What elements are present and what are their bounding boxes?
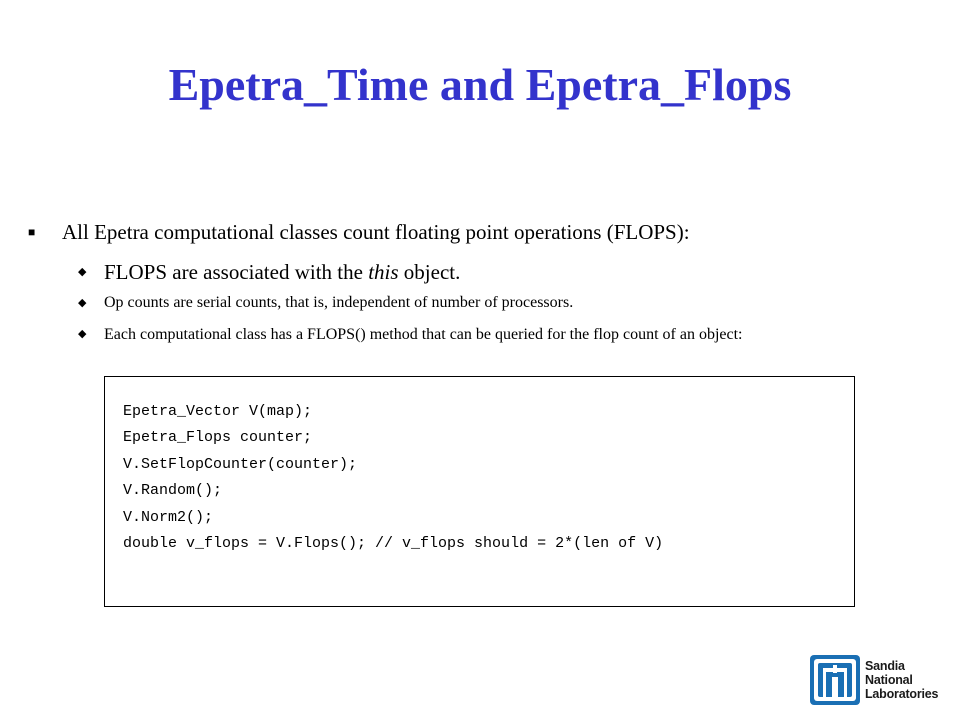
sandia-thunderbird-icon <box>810 655 860 705</box>
logo-line: Sandia <box>865 659 905 673</box>
bullet-sub-flops-associated <box>78 258 898 286</box>
bullet-sub-text: Op counts are serial counts, that is, independent of number of processors. <box>104 294 574 311</box>
code-line: Epetra_Flops counter; <box>123 429 313 447</box>
bullet-sub-text-start: FLOPS are associated with the <box>104 260 369 284</box>
bullet-sub-text: Each computational class has a FLOPS() method that can be queried for the flop count of an object: <box>104 326 743 343</box>
code-example-box <box>104 376 855 607</box>
bullet-main <box>28 218 928 246</box>
sandia-logo-text <box>865 659 938 701</box>
slide-title: Epetra_Time and Epetra_Flops <box>168 59 792 110</box>
code-line: V.SetFlopCounter(counter); <box>123 455 358 473</box>
logo-line: Laboratories <box>865 687 939 701</box>
bullet-main-text: All Epetra computational classes count floating point operations (FLOPS): <box>62 220 690 244</box>
diamond-bullet-icon: ◆ <box>78 266 87 278</box>
code-line: V.Random(); <box>123 482 223 500</box>
bullet-sub-op-counts <box>78 292 898 314</box>
bullet-sub-text-italic: this <box>368 260 399 284</box>
bullet-sub-flops-method <box>78 324 898 345</box>
code-line: V.Norm2(); <box>123 508 214 526</box>
diamond-bullet-icon: ◆ <box>78 297 87 309</box>
sandia-logo <box>810 655 938 705</box>
bullet-sub-text <box>104 258 460 286</box>
code-line: double v_flops = V.Flops(); // v_flops should = 2*(len of V) <box>123 535 664 553</box>
square-bullet-icon: ■ <box>28 225 36 239</box>
bullet-sub-text-end: object. <box>398 260 461 284</box>
diamond-bullet-icon: ◆ <box>78 328 87 340</box>
logo-line: National <box>865 673 913 687</box>
code-line: Epetra_Vector V(map); <box>123 403 313 420</box>
